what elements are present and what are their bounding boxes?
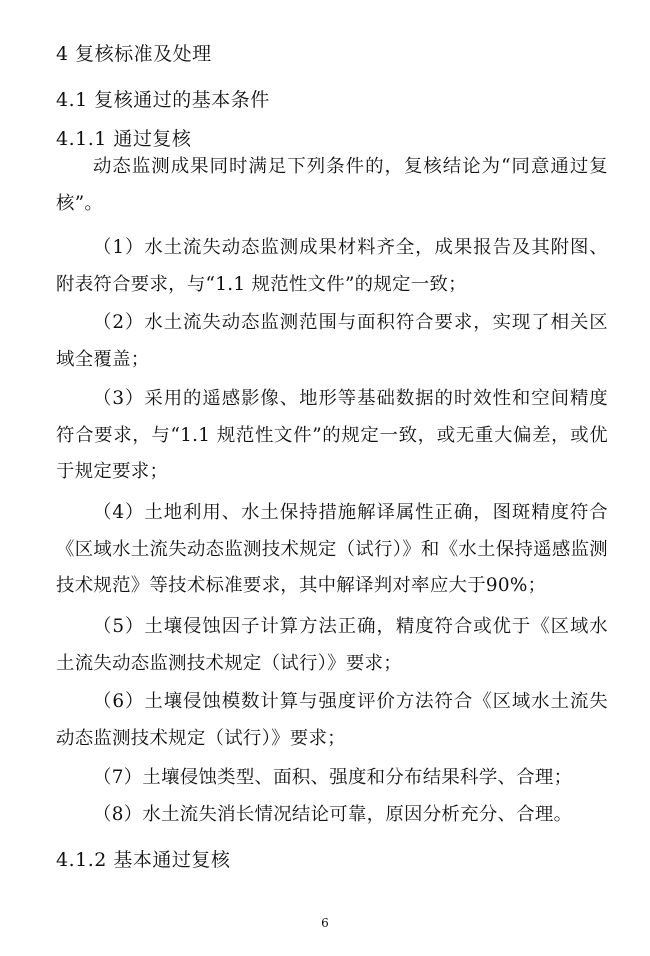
condition-item-3: （3）采用的遥感影像、地形等基础数据的时效性和空间精度符合要求，与“1.1 规范性文件”的规定一致，或无重大偏差，或优于规定要求； — [56, 388, 608, 482]
condition-item-7: （7）土壤侵蚀类型、面积、强度和分布结果科学、合理； — [93, 767, 573, 788]
condition-item-2: （2）水土流失动态监测范围与面积符合要求，实现了相关区域全覆盖； — [56, 312, 608, 370]
page-number: 6 — [321, 916, 329, 930]
subsubsection-heading-pass: 4.1.1 通过复核 — [56, 128, 192, 150]
condition-item-4: （4）土地利用、水土保持措施解译属性正确，图斑精度符合《区域水土流失动态监测技术规定（试行）》和《水土保持遥感监测技术规范》等技术标准要求，其中解译判对率应大于90%； — [56, 502, 608, 596]
condition-item-1: （1）水土流失动态监测成果材料齐全，成果报告及其附图、附表符合要求，与“1.1 规范性文件”的规定一致； — [56, 237, 608, 295]
subsection-heading: 4.1 复核通过的基本条件 — [56, 89, 270, 111]
condition-item-8: （8）水土流失消长情况结论可靠，原因分析充分、合理。 — [93, 804, 573, 825]
section-heading: 4 复核标准及处理 — [56, 43, 212, 65]
intro-paragraph: 动态监测成果同时满足下列条件的，复核结论为“同意通过复核”。 — [56, 156, 608, 214]
subsubsection-heading-basic-pass: 4.1.2 基本通过复核 — [56, 849, 231, 871]
condition-item-5: （5）土壤侵蚀因子计算方法正确，精度符合或优于《区域水土流失动态监测技术规定（试行）》要求； — [56, 616, 608, 674]
condition-item-6: （6）土壤侵蚀模数计算与强度评价方法符合《区域水土流失动态监测技术规定（试行）》要求； — [56, 691, 608, 749]
